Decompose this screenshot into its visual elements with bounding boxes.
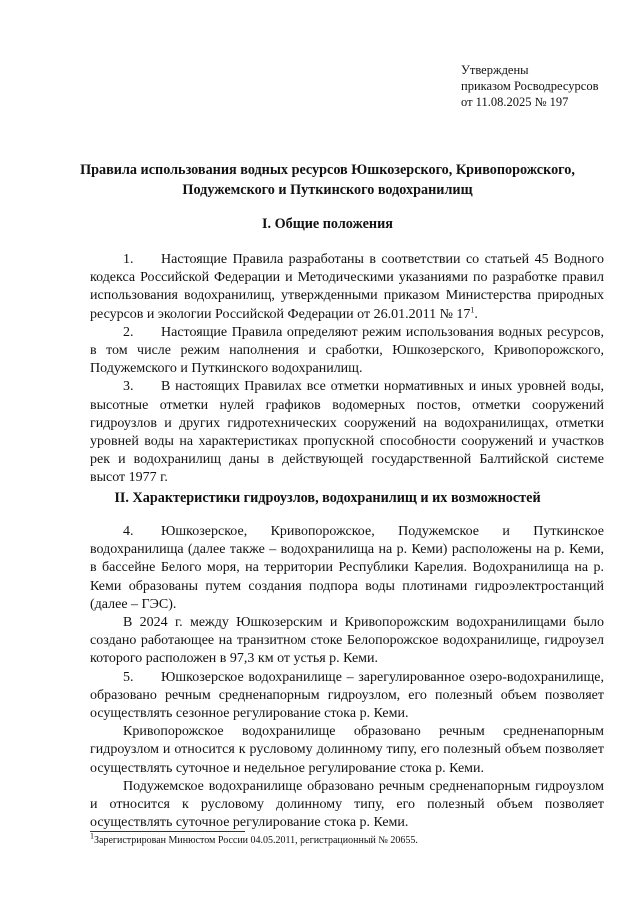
paragraph-number: 4. [123, 524, 134, 539]
paragraph-text: Юшкозерское, Кривопорожское, Подужемское и Путкинское водохранилища (далее также – водохранилища на р. Кеми) расположены на р. Кеми, в бассейне Белого моря, на территории Республики Карелия. Водохранилища на р. Кеми образованы путем создания подпора воды плотинами гидроэлектростанций (далее – ГЭС). [90, 524, 604, 612]
paragraph-number: 1. [123, 252, 134, 267]
paragraph-1 [90, 251, 604, 324]
document-title: Правила использования водных ресурсов Юшкозерского, Кривопорожского, Подужемского и Путкинского водохранилищ [80, 162, 575, 198]
footnote-text: Зарегистрирован Минюстом России 04.05.2011, регистрационный № 20655. [94, 835, 418, 846]
footnote [90, 831, 418, 847]
paragraph-text: Юшкозерское водохранилище – зарегулированное озеро-водохранилище, образовано речным средненапорным гидроузлом, его полезный объем позволяет осуществлять сезонное регулирование стока р. Кеми. [90, 669, 604, 722]
paragraph-text: В настоящих Правилах все отметки нормативных и иных уровней воды, высотные отметки нулей графиков водомерных постов, отметки сооружений гидроузлов и других гидротехнических сооружений на водохранилищах, отметки уровней воды на характеристиках пропускной способности сооружений и участков рек и водохранилищ даны в действующей государственной Балтийской системе высот 1977 г. [90, 379, 604, 486]
paragraph-5b: Кривопорожское водохранилище образовано речным средненапорным гидроузлом и относится к русловому долинному типу, его полезный объем позволяет осуществлять суточное и недельное регулирование стока р. Кеми. [90, 724, 604, 776]
paragraph-number: 2. [123, 324, 134, 340]
paragraph-3 [90, 378, 604, 487]
approval-stamp [461, 62, 598, 110]
section-2-body [90, 523, 604, 832]
section-1-heading: I. Общие положения [262, 216, 393, 232]
paragraph-2 [90, 324, 604, 379]
approval-line-2: приказом Росводресурсов [461, 79, 599, 93]
footnote-ref: 1 [470, 304, 475, 314]
approval-line-3: от 11.08.2025 № 197 [461, 95, 569, 109]
paragraph-5 [90, 669, 604, 724]
approval-line-1: Утверждены [461, 63, 529, 77]
footnote-divider [90, 831, 245, 832]
paragraph-text: Настоящие Правила разработаны в соответствии со статьей 45 Водного кодекса Российской Федерации и Методическими указаниями по разработке правил использования водохранилищ, утвержденными приказом Министерства природных ресурсов и экологии Российской Федерации от 26.01.2011 № 17 [90, 252, 604, 322]
paragraph-end: . [474, 306, 478, 322]
footnote-mark: 1 [90, 831, 94, 841]
paragraph-number: 5. [123, 669, 134, 685]
paragraph-5c: Подужемское водохранилище образовано речным средненапорным гидроузлом и относится к русловому долинному типу, его полезный объем позволяет осуществлять суточное регулирование стока р. Кеми. [90, 778, 604, 831]
paragraph-4b: В 2024 г. между Юшкозерским и Кривопорожским водохранилищами было создано работающее на транзитном стоке Белопорожское водохранилище, гидроузел которого расположен в 97,3 км от устья р. Кеми. [90, 615, 604, 667]
section-1-body [90, 251, 604, 488]
section-2-heading: II. Характеристики гидроузлов, водохранилищ и их возможностей [114, 490, 541, 506]
paragraph-text: Настоящие Правила определяют режим использования водных ресурсов, в том числе режим наполнения и сработки, Юшкозерского, Кривопорожского, Подужемского и Путкинского водохранилищ. [90, 324, 604, 377]
paragraph-number: 3. [123, 379, 134, 395]
paragraph-4 [90, 523, 604, 614]
